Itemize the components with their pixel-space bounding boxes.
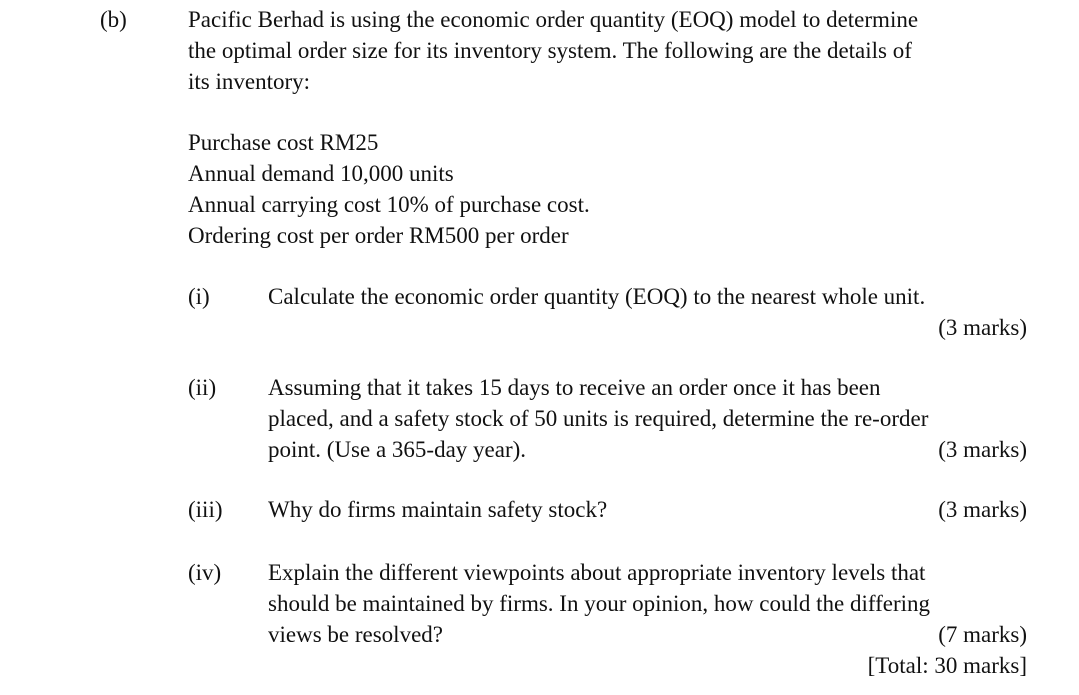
detail-carrying-cost: Annual carrying cost 10% of purchase cost. [188, 192, 590, 217]
detail-ordering-cost: Ordering cost per order RM500 per order [188, 223, 569, 248]
question-line: Assuming that it takes 15 days to receive an order once it has been [268, 375, 881, 400]
question-line: views be resolved? [268, 622, 443, 647]
question-text-iii [268, 494, 1030, 525]
question-line: Explain the different viewpoints about appropriate inventory levels that [268, 560, 926, 585]
question-number-i: (i) [188, 284, 210, 309]
intro-line: the optimal order size for its inventory system. The following are the details of [188, 38, 912, 63]
question-text-iv [268, 557, 1030, 650]
question-line: Calculate the economic order quantity (EOQ) to the nearest whole unit. [268, 284, 926, 309]
marks-i: (3 marks) [938, 315, 1027, 340]
intro-line: its inventory: [188, 69, 311, 94]
intro-paragraph [188, 4, 1033, 97]
detail-purchase-cost: Purchase cost RM25 [188, 130, 379, 155]
question-text-ii [268, 372, 1030, 465]
part-label: (b) [100, 7, 127, 32]
marks-ii: (3 marks) [938, 437, 1027, 462]
marks-iii: (3 marks) [938, 497, 1027, 522]
question-line: Why do firms maintain safety stock? [268, 497, 608, 522]
marks-iv: (7 marks) [938, 622, 1027, 647]
question-line: should be maintained by firms. In your opinion, how could the differing [268, 591, 930, 616]
total-marks: [Total: 30 marks] [867, 653, 1027, 678]
question-number-iii: (iii) [188, 497, 223, 522]
question-text-i [268, 281, 1030, 312]
question-line: point. (Use a 365-day year). [268, 437, 527, 462]
inventory-details [188, 127, 590, 251]
question-number-ii: (ii) [188, 375, 217, 400]
question-line: placed, and a safety stock of 50 units is required, determine the re-order [268, 406, 929, 431]
intro-line: Pacific Berhad is using the economic order quantity (EOQ) model to determine [188, 7, 919, 32]
question-number-iv: (iv) [188, 560, 222, 585]
detail-annual-demand: Annual demand 10,000 units [188, 161, 454, 186]
